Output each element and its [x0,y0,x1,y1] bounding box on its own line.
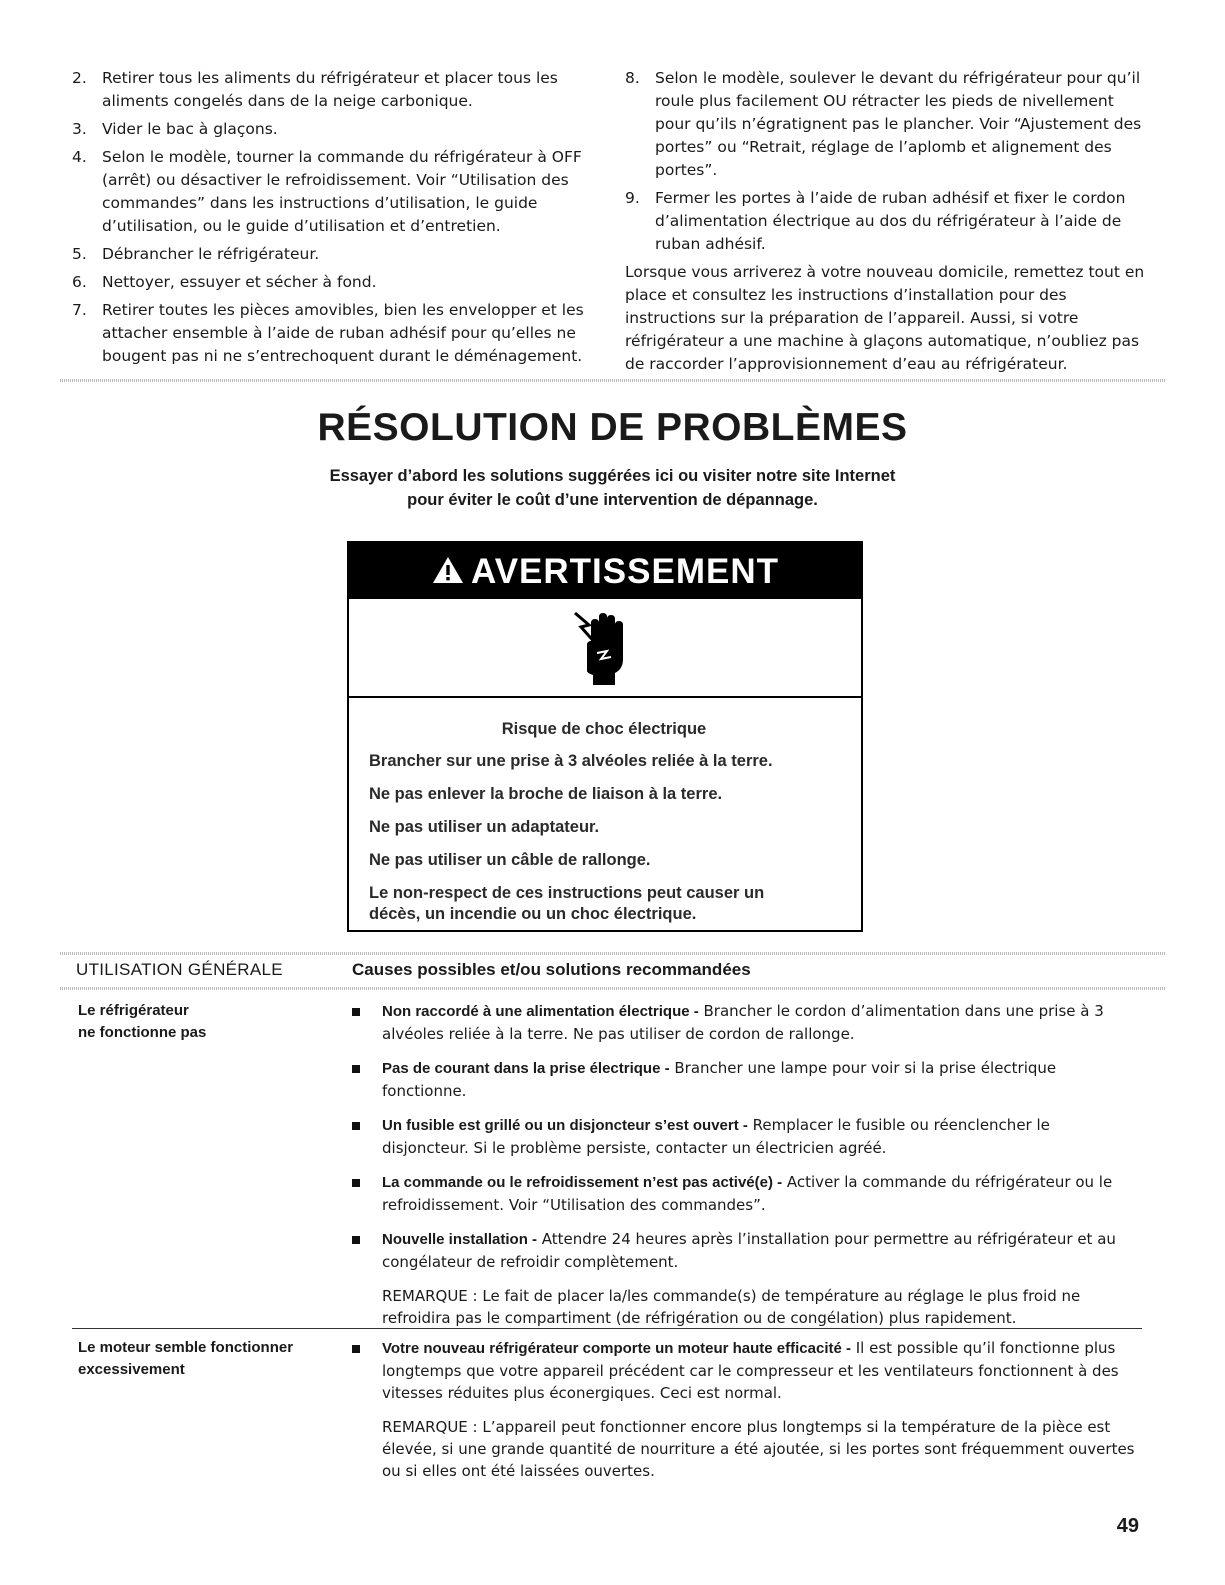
step-item [625,67,1150,182]
step-item [72,118,597,141]
step-text: Selon le modèle, tourner la commande du réfrigérateur à OFF (arrêt) ou désactiver le refroidissement. Voir “Utilisation des commandes” dans les instructions d’utilisation, le guide d’utilisation, ou le guide d’utilisation et d’entretien. [102,148,582,235]
problem-title [78,1000,206,1044]
solution-cause: La commande ou le refroidissement n’est pas activé(e) - [382,1174,783,1191]
step-text: Selon le modèle, soulever le devant du réfrigérateur pour qu’il roule plus facilement OU rétracter les pieds de nivellement pour qu’ils n’égratignent pas le plancher. Voir “Ajustement des portes” ou “Retrait, réglage de l’aplomb et alignement des portes”. [655,69,1142,179]
warning-item: Ne pas utiliser un adaptateur. [369,818,600,836]
table-top-divider [60,952,1165,955]
warning-item: Brancher sur une prise à 3 alvéoles reliée à la terre. [369,752,773,770]
step-number: 2. [72,69,87,87]
step-text: Retirer tous les aliments du réfrigérateur et placer tous les aliments congelés dans de la neige carbonique. [102,69,558,110]
warning-banner-text: AVERTISSEMENT [471,552,779,591]
moving-paragraph: Lorsque vous arriverez à votre nouveau domicile, remettez tout en place et consultez les instructions d’installation pour des instructions sur la préparation de l’appareil. Aussi, si votre réfrigérateur a une machine à glaçons automatique, n’oubliez pas de raccorder l’approvisionnement d’eau au réfrigérateur. [625,263,1145,373]
solution-cause: Pas de courant dans la prise électrique - [382,1060,670,1077]
section-divider [60,379,1165,382]
problem-title [78,1337,293,1381]
warning-triangle-icon [431,545,465,603]
solution-item [348,1114,1138,1159]
page-subtitle [0,464,1225,512]
solution-cause: Un fusible est grillé ou un disjoncteur s’est ouvert - [382,1117,748,1134]
solution-item [348,1337,1138,1404]
step-text: Débrancher le réfrigérateur. [102,245,320,263]
left-steps-list [72,67,597,368]
bullet-icon [352,1179,360,1187]
warning-risk: Risque de choc électrique [501,720,707,738]
step-item [72,299,597,368]
step-text: Fermer les portes à l’aide de ruban adhésif et fixer le cordon d’alimentation électrique au dos du réfrigérateur à l’aide de ruban adhésif. [655,189,1126,253]
problem-title-line: Le moteur semble fonctionner [78,1339,294,1356]
bullet-icon [352,1236,360,1244]
solution-item [348,1000,1138,1045]
warning-item: Le non-respect de ces instructions peut causer un décès, un incendie ou un choc électrique. [369,884,765,923]
solution-text: Attendre 24 heures après l’installation pour permettre au réfrigérateur et au congélateur de refroidir complètement. [382,1230,1116,1271]
note-text: REMARQUE : Le fait de placer la/les commande(s) de température au réglage le plus froid ne refroidira pas le compartiment (de réfrigération ou de congélation) plus rapidement. [382,1287,1081,1327]
subtitle-line: Essayer d’abord les solutions suggérées ici ou visiter notre site Internet [329,467,896,485]
page-title: RÉSOLUTION DE PROBLÈMES [317,406,908,449]
warning-item: Ne pas enlever la broche de liaison à la terre. [369,785,723,803]
warning-item: Ne pas utiliser un câble de rallonge. [369,851,651,869]
step-number: 6. [72,273,87,291]
step-item [625,187,1150,256]
solution-cause: Nouvelle installation - [382,1231,538,1248]
page-number: 49 [1116,1515,1139,1537]
step-number: 5. [72,245,87,263]
column-header-solutions: Causes possibles et/ou solutions recommandées [352,960,751,979]
solution-text: Brancher le cordon d’alimentation dans une prise à 3 alvéoles reliée à la terre. Ne pas utiliser de cordon de rallonge. [382,1002,1104,1043]
step-text: Retirer toutes les pièces amovibles, bien les envelopper et les attacher ensemble à l’aide de ruban adhésif pour qu’elles ne bougent pas ni ne s’entrechoquent durant le déménagement. [102,301,584,365]
step-number: 9. [625,189,640,207]
note-text: REMARQUE : L’appareil peut fonctionner encore plus longtemps si la température de la pièce est élevée, si une grande quantité de nourriture a été ajoutée, si les portes sont fréquemment ouvertes ou si elles ont été laissées ouvertes. [382,1418,1135,1480]
solutions-list [348,1000,1138,1341]
row-divider [72,1328,1142,1329]
solution-item [348,1228,1138,1273]
warning-text [369,720,839,937]
electric-shock-hand-icon [567,611,647,693]
step-number: 7. [72,301,87,319]
problem-title-line: ne fonctionne pas [78,1024,207,1041]
step-item [72,243,597,266]
table-header-divider [60,987,1165,990]
bullet-icon [352,1008,360,1016]
warning-box [347,541,863,932]
step-text: Nettoyer, essuyer et sécher à fond. [102,273,377,291]
solutions-list [348,1337,1138,1494]
solution-cause: Non raccordé à une alimentation électrique - [382,1003,699,1020]
step-item [72,271,597,294]
solution-text: Remplacer le fusible ou réenclencher le disjoncteur. Si le problème persiste, contacter un électricien agréé. [382,1116,1050,1157]
step-number: 8. [625,69,640,87]
solution-text: Brancher une lampe pour voir si la prise électrique fonctionne. [382,1059,1057,1100]
step-number: 3. [72,120,87,138]
problem-title-line: excessivement [78,1361,185,1378]
problem-title-line: Le réfrigérateur [78,1002,189,1019]
step-item [72,67,597,113]
warning-banner [349,543,861,599]
step-text: Vider le bac à glaçons. [102,120,278,138]
solution-item [348,1057,1138,1102]
step-number: 4. [72,148,87,166]
solution-item [348,1171,1138,1216]
bullet-icon [352,1345,360,1353]
bullet-icon [352,1122,360,1130]
solution-text: Activer la commande du réfrigérateur ou le refroidissement. Voir “Utilisation des commandes”. [382,1173,1113,1214]
right-column [625,67,1150,376]
right-steps-list [625,67,1150,256]
subtitle-line: pour éviter le coût d’une intervention de dépannage. [407,491,818,509]
solution-cause: Votre nouveau réfrigérateur comporte un moteur haute efficacité - [382,1340,851,1357]
step-item [72,146,597,238]
solution-text: Il est possible qu’il fonctionne plus longtemps que votre appareil précédent car le compresseur et les ventilateurs fonctionnent à des vitesses réduites plus éconergiques. Ceci est normal. [382,1339,1119,1402]
warning-icon-area [349,599,861,698]
column-header-usage: UTILISATION GÉNÉRALE [76,960,283,979]
bullet-icon [352,1065,360,1073]
left-column [72,67,597,373]
